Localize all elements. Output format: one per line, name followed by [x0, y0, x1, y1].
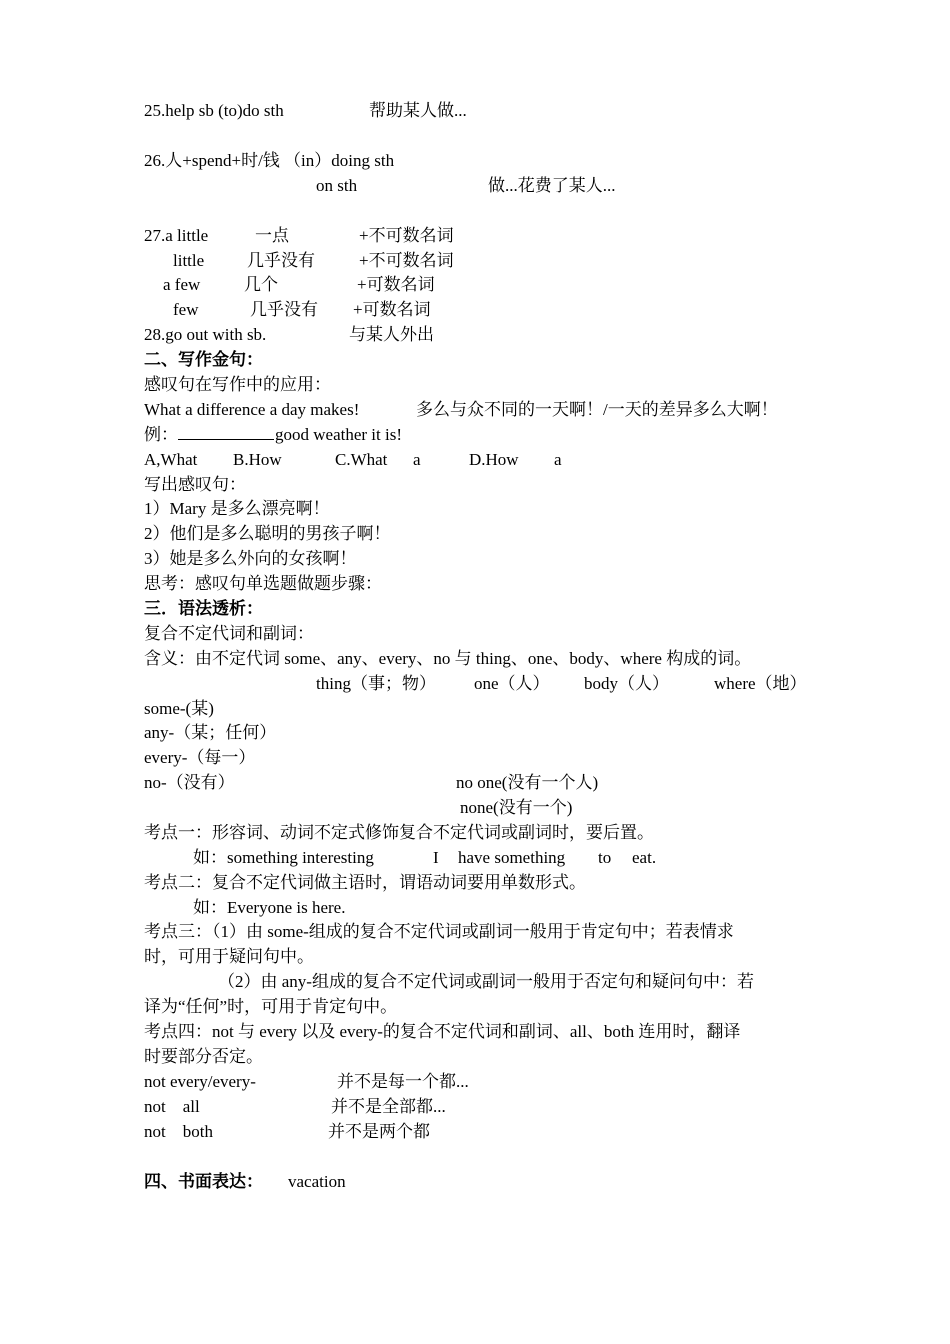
- item-27-meaning: 几乎没有: [247, 251, 315, 270]
- item-27-word: a few: [163, 275, 201, 294]
- item-27-usage: +可数名词: [353, 300, 431, 319]
- point-3-line-1: 考点三：（1）由 some-组成的复合不定代词或副词一般用于肯定句中；若表情求: [144, 922, 734, 941]
- item-27-usage: +不可数名词: [359, 226, 454, 245]
- section-heading-writing: 二、写作金句：: [144, 350, 263, 369]
- item-27-word: little: [173, 251, 205, 270]
- negation-en: not all: [144, 1097, 200, 1116]
- item-27-word: few: [173, 300, 199, 319]
- item-27-meaning: 几乎没有: [250, 300, 318, 319]
- point-3-line-3: （2）由 any-组成的复合不定代词或副词一般用于否定句和疑问句中：若: [218, 972, 754, 991]
- item-27-meaning: 一点: [255, 226, 289, 245]
- suffix-body: body（人）: [584, 674, 669, 693]
- prefix-every: every-（每一）: [144, 748, 256, 767]
- section-heading-grammar: 三．语法透析：: [144, 599, 263, 618]
- example-prefix: 例：: [144, 425, 178, 444]
- negation-en: not both: [144, 1122, 213, 1141]
- option-a: A,What: [144, 450, 198, 469]
- point-1-example-c: have something: [458, 848, 566, 867]
- item-25-phrase: 25.help sb (to)do sth: [144, 101, 284, 120]
- item-27-word: 27.a little: [144, 226, 209, 245]
- point-1-example-b: I: [433, 848, 439, 867]
- item-26-line2: on sth: [316, 176, 358, 195]
- point-1: 考点一：形容词、动词不定式修饰复合不定代词或副词时，要后置。: [144, 823, 654, 842]
- item-25-meaning: 帮助某人做...: [369, 101, 467, 120]
- think-prompt: 思考：感叹句单选题做题步骤：: [144, 574, 382, 593]
- suffix-thing: thing（事；物）: [316, 674, 436, 693]
- item-27-meaning: 几个: [244, 275, 278, 294]
- suffix-one: one（人）: [474, 674, 550, 693]
- example-suffix: good weather it is!: [275, 425, 402, 444]
- point-4-line-1: 考点四：not 与 every 以及 every-的复合不定代词和副词、all、both 连用时，翻译: [144, 1022, 741, 1041]
- negation-zh: 并不是两个都: [328, 1122, 430, 1141]
- point-3-line-4: 译为“任何”时，可用于肯定句中。: [144, 997, 398, 1016]
- item-28-phrase: 28.go out with sb.: [144, 325, 267, 344]
- prefix-any: any-（某；任何）: [144, 723, 277, 742]
- prefix-no: no-（没有）: [144, 773, 235, 792]
- item-27-usage: +不可数名词: [359, 251, 454, 270]
- point-2-example: 如：Everyone is here.: [193, 898, 346, 917]
- item-27-usage: +可数名词: [357, 275, 435, 294]
- point-3-line-2: 时，可用于疑问句中。: [144, 947, 314, 966]
- exclamation-2: 2）他们是多么聪明的男孩子啊！: [144, 524, 391, 543]
- item-26-line1: 26.人+spend+时/钱 （in）doing sth: [144, 151, 395, 170]
- option-d: D.How: [469, 450, 519, 469]
- prefix-some: some-(某): [144, 699, 214, 718]
- negation-zh: 并不是每一个都...: [337, 1072, 469, 1091]
- option-c: C.What: [335, 450, 388, 469]
- writing-task: 写出感叹句：: [144, 475, 246, 494]
- expression-topic: vacation: [288, 1172, 346, 1191]
- negation-en: not every/every-: [144, 1072, 256, 1091]
- exclamation-3: 3）她是多么外向的女孩啊！: [144, 549, 357, 568]
- point-1-example-a: 如：something interesting: [193, 848, 374, 867]
- grammar-topic: 复合不定代词和副词：: [144, 624, 314, 643]
- point-1-example-d: to: [598, 848, 612, 867]
- example-question: [144, 424, 402, 446]
- exclamation-1: 1）Mary 是多么漂亮啊！: [144, 499, 330, 518]
- grammar-definition: 含义：由不定代词 some、any、every、no 与 thing、one、body、where 构成的词。: [144, 649, 752, 668]
- point-2: 考点二：复合不定代词做主语时，谓语动词要用单数形式。: [144, 873, 586, 892]
- no-one-note: no one(没有一个人): [456, 773, 599, 792]
- point-4-line-2: 时要部分否定。: [144, 1047, 263, 1066]
- option-c-article: a: [413, 450, 421, 469]
- none-note: none(没有一个): [460, 798, 573, 817]
- example-sentence-en: What a difference a day makes!: [144, 400, 360, 419]
- section-heading-expression: 四、书面表达：: [144, 1172, 263, 1191]
- example-sentence-zh: 多么与众不同的一天啊！/一天的差异多么大啊！: [416, 400, 778, 419]
- writing-intro: 感叹句在写作中的应用：: [144, 375, 331, 394]
- option-d-article: a: [554, 450, 562, 469]
- suffix-where: where（地）: [714, 674, 807, 693]
- item-28-meaning: 与某人外出: [349, 325, 434, 344]
- option-b: B.How: [233, 450, 282, 469]
- negation-zh: 并不是全部都...: [331, 1097, 446, 1116]
- fill-blank: [178, 425, 274, 440]
- item-26-meaning: 做...花费了某人...: [488, 176, 616, 195]
- point-1-example-e: eat.: [632, 848, 657, 867]
